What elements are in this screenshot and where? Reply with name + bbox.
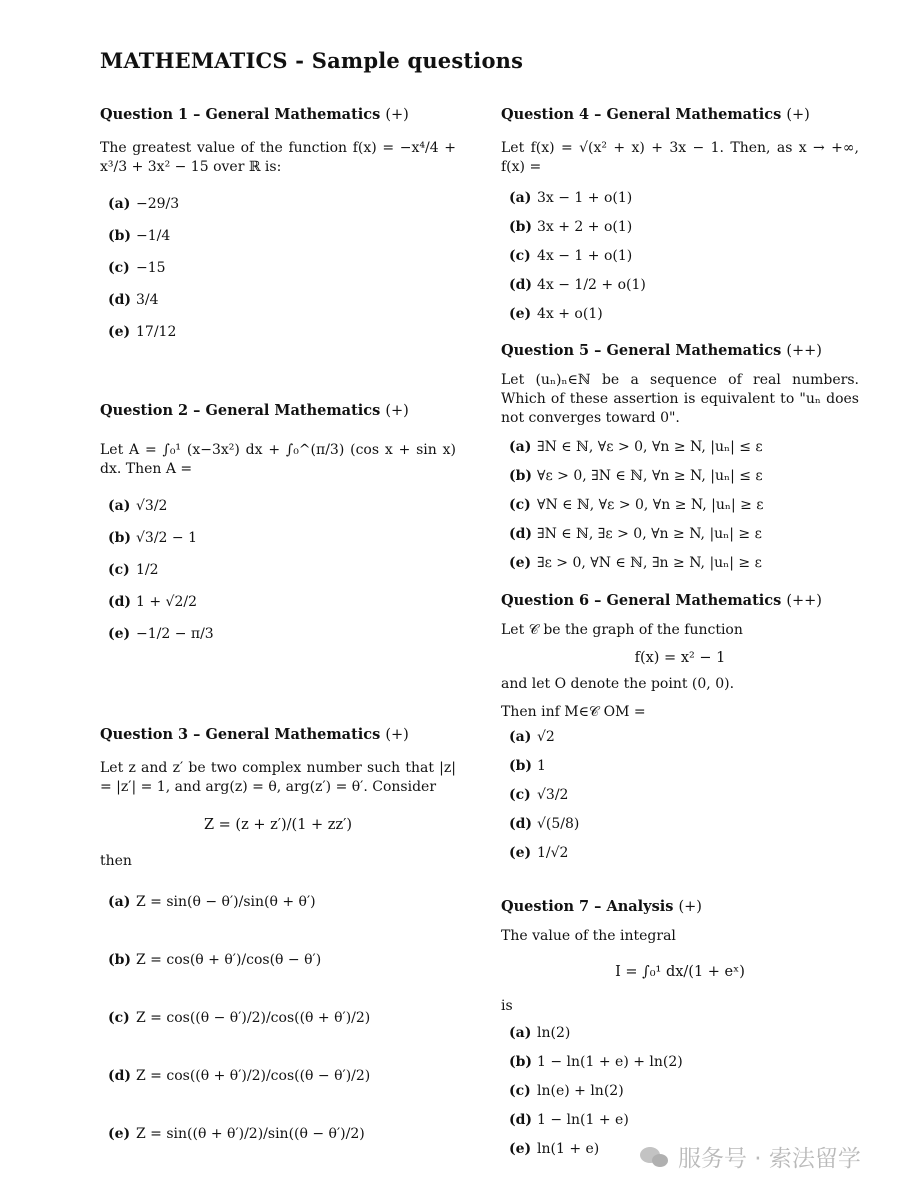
question-1 xyxy=(100,106,456,355)
option-b[interactable]: (b) −1/4 xyxy=(108,228,171,244)
option-a[interactable]: (a) √3/2 xyxy=(108,498,168,514)
option-c[interactable]: (c) ln(e) + ln(2) xyxy=(509,1083,624,1099)
question-text: then xyxy=(100,853,132,869)
option-e[interactable]: (e) ∃ε > 0, ∀N ∈ ℕ, ∃n ≥ N, |uₙ| ≥ ε xyxy=(509,555,762,571)
option-a[interactable]: (a) ln(2) xyxy=(509,1025,571,1041)
question-stem: The greatest value of the function f(x) = −x⁴/4 + x³/3 + 3x² − 15 over ℝ is: xyxy=(100,140,456,175)
question-heading: Question 1 – General Mathematics (+) xyxy=(100,106,409,123)
question-heading: Question 5 – General Mathematics (++) xyxy=(501,342,822,359)
option-a[interactable]: (a) ∃N ∈ ℕ, ∀ε > 0, ∀n ≥ N, |uₙ| ≤ ε xyxy=(509,439,763,455)
option-d[interactable]: (d) 1 + √2/2 xyxy=(108,594,197,610)
question-heading: Question 3 – General Mathematics (+) xyxy=(100,726,409,743)
option-b[interactable]: (b) Z = cos(θ + θ′)/cos(θ − θ′) xyxy=(108,952,322,968)
question-stem: Let A = ∫₀¹ (x−3x²) dx + ∫₀^(π/3) (cos x + sin x) dx. Then A = xyxy=(100,442,456,477)
option-b[interactable]: (b) 1 − ln(1 + e) + ln(2) xyxy=(509,1054,683,1070)
display-equation: f(x) = x² − 1 xyxy=(634,650,726,666)
display-equation: Z = (z + z′)/(1 + zz′) xyxy=(203,817,353,833)
option-c[interactable]: (c) Z = cos((θ − θ′)/2)/cos((θ + θ′)/2) xyxy=(108,1010,371,1026)
option-e[interactable]: (e) −1/2 − π/3 xyxy=(108,626,214,642)
watermark xyxy=(640,1140,861,1173)
option-d[interactable]: (d) 4x − 1/2 + o(1) xyxy=(509,277,646,293)
question-heading: Question 4 – General Mathematics (+) xyxy=(501,106,810,123)
page-title: MATHEMATICS - Sample questions xyxy=(100,48,524,73)
option-d[interactable]: (d) 1 − ln(1 + e) xyxy=(509,1112,629,1128)
question-heading: Question 2 – General Mathematics (+) xyxy=(100,402,409,419)
question-stem: Let 𝒞 be the graph of the function xyxy=(501,622,743,638)
option-c[interactable]: (c) 4x − 1 + o(1) xyxy=(509,248,633,264)
option-c[interactable]: (c) ∀N ∈ ℕ, ∀ε > 0, ∀n ≥ N, |uₙ| ≥ ε xyxy=(509,497,764,513)
option-e[interactable]: (e) 1/√2 xyxy=(509,845,569,861)
option-e[interactable]: (e) 4x + o(1) xyxy=(509,306,603,322)
question-text: is xyxy=(501,998,513,1014)
option-a[interactable]: (a) √2 xyxy=(509,729,555,745)
option-b[interactable]: (b) 1 xyxy=(509,758,546,774)
question-text: and let O denote the point (0, 0). xyxy=(501,676,735,692)
option-a[interactable]: (a) Z = sin(θ − θ′)/sin(θ + θ′) xyxy=(108,894,316,910)
question-4 xyxy=(501,106,859,334)
question-5 xyxy=(501,342,859,583)
option-e[interactable]: (e) 17/12 xyxy=(108,324,177,340)
option-e[interactable]: (e) Z = sin((θ + θ′)/2)/sin((θ − θ′)/2) xyxy=(108,1126,365,1142)
option-a[interactable]: (a) −29/3 xyxy=(108,196,180,212)
option-d[interactable]: (d) ∃N ∈ ℕ, ∃ε > 0, ∀n ≥ N, |uₙ| ≥ ε xyxy=(509,526,762,542)
option-b[interactable]: (b) ∀ε > 0, ∃N ∈ ℕ, ∀n ≥ N, |uₙ| ≤ ε xyxy=(509,468,763,484)
question-stem: The value of the integral xyxy=(501,928,676,944)
option-d[interactable]: (d) 3/4 xyxy=(108,292,159,308)
option-a[interactable]: (a) 3x − 1 + o(1) xyxy=(509,190,633,206)
question-2 xyxy=(100,402,456,657)
question-stem: Let (uₙ)ₙ∈ℕ be a sequence of real numbers. Which of these assertion is equivalent to "uₙ does not converges toward 0". xyxy=(501,372,859,426)
question-text: Then inf M∈𝒞 OM = xyxy=(501,704,646,720)
question-7 xyxy=(501,898,859,1169)
option-c[interactable]: (c) −15 xyxy=(108,260,166,276)
question-3 xyxy=(100,726,456,1143)
question-heading: Question 6 – General Mathematics (++) xyxy=(501,592,822,609)
option-e[interactable]: (e) ln(1 + e) xyxy=(509,1141,600,1157)
display-equation: I = ∫₀¹ dx/(1 + eˣ) xyxy=(615,964,745,980)
option-c[interactable]: (c) 1/2 xyxy=(108,562,159,578)
option-b[interactable]: (b) √3/2 − 1 xyxy=(108,530,197,546)
option-b[interactable]: (b) 3x + 2 + o(1) xyxy=(509,219,633,235)
question-heading: Question 7 – Analysis (+) xyxy=(501,898,702,915)
option-d[interactable]: (d) Z = cos((θ + θ′)/2)/cos((θ − θ′)/2) xyxy=(108,1068,371,1084)
question-6 xyxy=(501,592,859,873)
chat-bubble-icon xyxy=(640,1145,670,1169)
question-stem: Let z and z′ be two complex number such that |z| = |z′| = 1, and arg(z) = θ, arg(z′) = θ′. Consider xyxy=(100,760,456,795)
watermark-text: 服务号 · 索法留学 xyxy=(678,1146,861,1172)
option-d[interactable]: (d) √(5/8) xyxy=(509,816,580,832)
question-stem: Let f(x) = √(x² + x) + 3x − 1. Then, as x → +∞, f(x) = xyxy=(501,140,859,175)
option-c[interactable]: (c) √3/2 xyxy=(509,787,569,803)
